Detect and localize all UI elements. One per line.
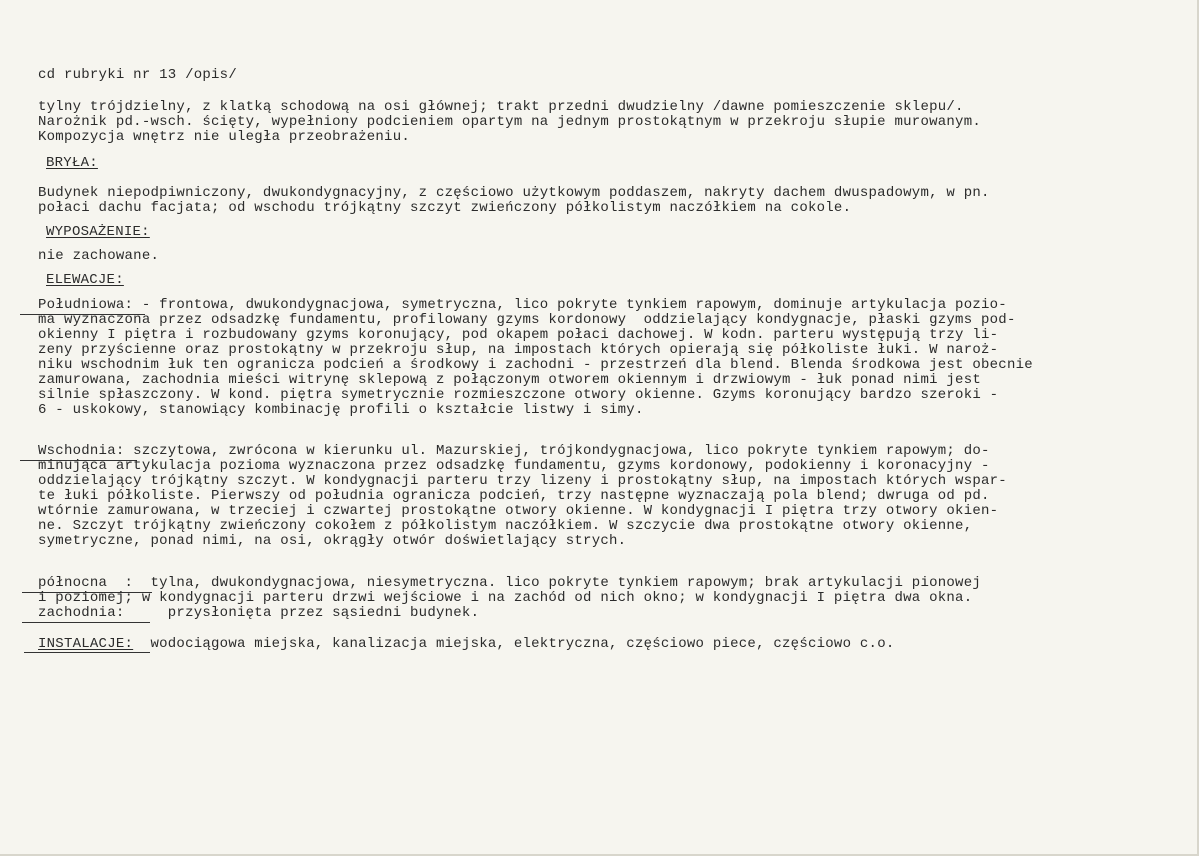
instalacje-text: wodociągowa miejska, kanalizacja miejska, elektryczna, częściowo piece, częściowo c.o. [133, 636, 895, 652]
wschodnia-line: te łuki półkoliste. Pierwszy od południa ogranicza podcień, trzy następne wyznaczają pola blend; dwruga od pd. [38, 488, 990, 504]
poludniowa-line: silnie spłaszczony. W kond. piętra symetrycznie rozmieszczone otwory okienne. Gzyms koronujący bardzo szeroki - [38, 387, 999, 403]
poludniowa-line: niku wschodnim łuk ten ogranicza podcień a środkowy i zachodni - przestrzeń dla blend. Blenda środkowa jest obecnie [38, 357, 1033, 373]
wschodnia-line: ne. Szczyt trójkątny zwieńczony cokołem z półkolistym naczółkiem. W szczycie dwa prostokątne otwory okienne, [38, 518, 973, 534]
polnocna-text: tylna, dwukondygnacjowa, niesymetryczna. lico pokryte tynkiem rapowym; brak artykulacji pionowej [133, 575, 982, 591]
bryla-heading: BRYŁA: [46, 155, 98, 171]
poludniowa-label: Południowa: [38, 297, 134, 313]
wschodnia-first-line [38, 444, 990, 458]
intro-line: tylny trójdzielny, z klatką schodową na osi głównej; trakt przedni dwudzielny /dawne pomieszczenie sklepu/. [38, 99, 964, 115]
bryla-line: połaci dachu facjata; od wschodu trójkątny szczyt zwieńczony półkolistym naczółkiem na cokole. [38, 200, 852, 216]
wschodnia-line: oddzielający trójkątny szczyt. W kondygnacji parteru trzy lizeny i prostokątny słup, na impostach których wspar- [38, 473, 1007, 489]
instalacje-line [38, 637, 895, 651]
poludniowa-line: 6 - uskokowy, stanowiący kombinację profili o kształcie listwy i simy. [38, 402, 644, 418]
poludniowa-text: - frontowa, dwukondygnacjowa, symetryczna, lico pokryte tynkiem rapowym, dominuje artykulacja pozio- [133, 297, 1007, 313]
zachodnia-text: przysłonięta przez sąsiedni budynek. [124, 605, 480, 621]
bryla-line: Budynek niepodpiwniczony, dwukondygnacyjny, z częściowo użytkowym poddaszem, nakryty dachem dwuspadowym, w pn. [38, 185, 990, 201]
wschodnia-line: wtórnie zamurowana, w trzeciej i czwartej prostokątne otwory okienne. W kondygnacji I piętra trzy otwory okien- [38, 503, 999, 519]
wschodnia-line: symetryczne, ponad nimi, na osi, okrągły otwór doświetlający strych. [38, 533, 627, 549]
wschodnia-label: Wschodnia: [38, 443, 125, 459]
card-header: cd rubryki nr 13 /opis/ [38, 67, 237, 83]
polnocna-line: i poziomej; w kondygnacji parteru drzwi wejściowe i na zachód od nich okno; w kondygnacji I piętra dwa okna. [38, 590, 973, 606]
poludniowa-first-line [38, 298, 1007, 312]
wschodnia-line: minująca artykulacja pozioma wyznaczona przez odsadzkę fundamentu, gzyms kordonowy, podokienny i koronacyjny - [38, 458, 990, 474]
zachodnia-label: zachodnia: [38, 605, 125, 621]
poludniowa-line: okienny I piętra i rozbudowany gzyms koronujący, pod okapem połaci dachowej. W kodn. parteru występują trzy li- [38, 327, 999, 343]
polnocna-label: północna : [38, 575, 134, 591]
poludniowa-line: ma wyznaczona przez odsadzkę fundamentu, profilowany gzyms kordonowy oddzielający kondygnacje, płaski gzyms pod- [38, 312, 1016, 328]
zachodnia-label-underline [22, 622, 150, 623]
intro-line: Narożnik pd.-wsch. ścięty, wypełniony podcieniem opartym na jednym prostokątnym w przekroju słupie murowanym. [38, 114, 981, 130]
zachodnia-line [38, 606, 479, 620]
poludniowa-line: zeny przyścienne oraz prostokątny w przekroju słup, na impostach których opierają się półkoliste łuki. W naroż- [38, 342, 999, 358]
wyposazenie-line: nie zachowane. [38, 248, 160, 264]
polnocna-first-line [38, 576, 981, 590]
wyposazenie-heading: WYPOSAŻENIE: [46, 224, 150, 240]
poludniowa-line: zamurowana, zachodnia mieści witrynę sklepową z połączonym otworem okiennym i drzwiowym - łuk ponad nimi jest [38, 372, 981, 388]
wschodnia-text: szczytowa, zwrócona w kierunku ul. Mazurskiej, trójkondygnacjowa, lico pokryte tynkiem rapowym; do- [124, 443, 990, 459]
intro-line: Kompozycja wnętrz nie uległa przeobrażeniu. [38, 129, 411, 145]
elewacje-heading: ELEWACJE: [46, 272, 124, 288]
instalacje-label-underline [24, 652, 150, 653]
instalacje-label: INSTALACJE: [38, 636, 134, 652]
